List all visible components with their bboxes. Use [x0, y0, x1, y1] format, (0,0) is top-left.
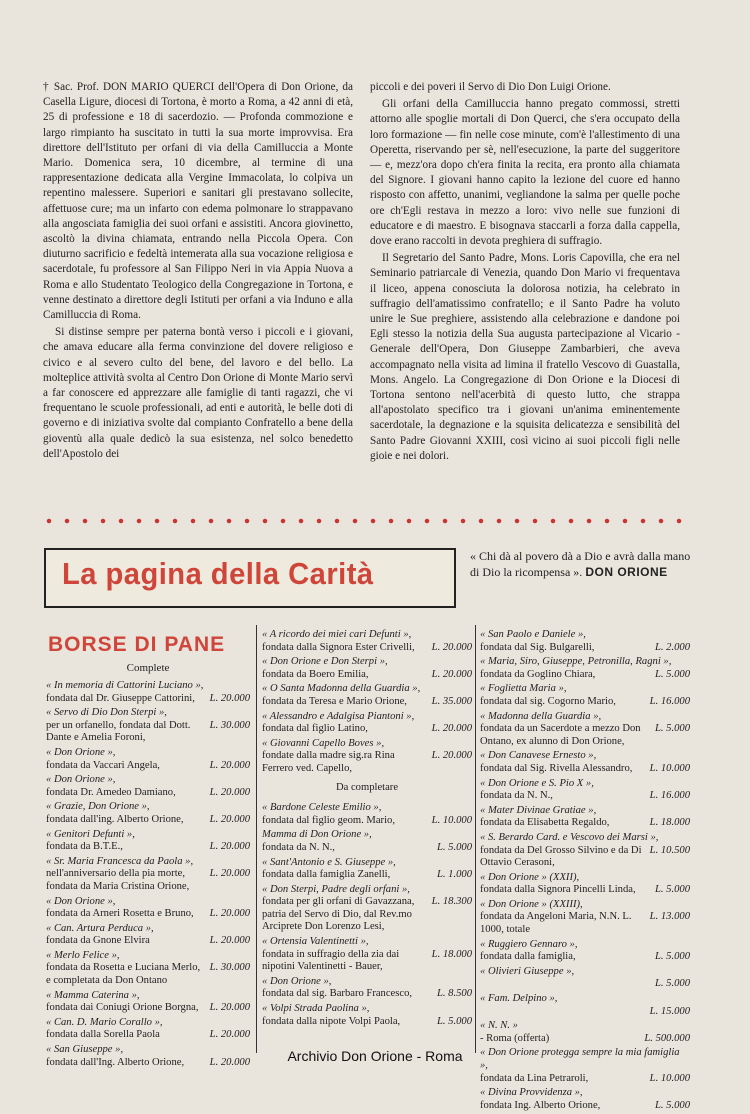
donation-entry: [480, 683, 690, 708]
entry-title: « Don Orione »,: [262, 975, 332, 987]
entry-amount: L. 16.000: [649, 790, 690, 802]
entry-title: « Madonna della Guardia »,: [480, 710, 602, 722]
entry-title: « Can. D. Mario Corallo »,: [46, 1016, 163, 1028]
entry-donor: [480, 1006, 646, 1019]
donation-entry: [480, 711, 690, 749]
entry-amount: L. 20.000: [431, 750, 472, 762]
entry-amount: L. 20.000: [209, 786, 250, 798]
entry-donor: fondata da N. N.,: [480, 790, 553, 802]
entry-donor: fondata Ing. Alberto Orione,: [480, 1099, 601, 1111]
entry-donor: fondata dalla famiglia,: [480, 951, 576, 963]
entry-donor: fondata per gli orfani di Gavazzana, patria del Servo di Dio, dal Rev.mo Arciprete Don Lorenzo Lesi,: [262, 896, 415, 933]
entry-amount: L. 500.000: [644, 1032, 690, 1044]
entry-donor: fondata da Angeloni Maria, N.N. L. 1000, totale: [480, 911, 632, 936]
entry-amount: L. 5.000: [654, 668, 690, 680]
entry-title: « Mater Divinae Gratiae »,: [480, 804, 597, 816]
entry-donor: fondata dalla Signora Ester Crivelli,: [262, 641, 415, 653]
column-rule: [256, 625, 257, 1053]
entry-amount: L. 30.000: [209, 719, 250, 731]
entry-donor: fondata dai Coniugi Orione Borgna,: [46, 1002, 199, 1014]
donation-entry: [46, 1017, 250, 1042]
donation-entry: [262, 656, 472, 681]
column-rule: [475, 625, 476, 1053]
entry-amount: L. 35.000: [431, 695, 472, 707]
donation-entry: [46, 923, 250, 948]
donation-entry: [480, 872, 690, 897]
donation-entry: [480, 1087, 690, 1112]
donation-entry: [480, 805, 690, 830]
donation-entry: [46, 829, 250, 854]
entry-title: « Don Canavese Ernesto »,: [480, 750, 597, 762]
donation-entry: [262, 802, 472, 827]
donation-entry: [262, 936, 472, 974]
entry-donor: [480, 978, 651, 991]
entry-donor: fondata dall'Ing. Alberto Orione,: [46, 1056, 185, 1068]
entry-title: « Sant'Antonio e S. Giuseppe »,: [262, 856, 396, 868]
donation-entry: [480, 966, 690, 991]
entry-donor: fondate dalla madre sig.ra Rina Ferrero ved. Capello,: [262, 750, 395, 774]
entry-title: « Bardone Celeste Emilio »,: [262, 802, 382, 814]
donation-entry: [480, 1020, 690, 1045]
donation-entry: [480, 629, 690, 654]
donation-entry: [262, 857, 472, 882]
donation-entry: [262, 884, 472, 934]
entry-donor: fondata da B.T.E.,: [46, 841, 123, 853]
entry-title: « Don Orione e S. Pio X »,: [480, 777, 594, 789]
donation-entry: [46, 990, 250, 1015]
entry-title: Mamma di Don Orione »,: [262, 829, 372, 841]
entry-amount: L. 20.000: [209, 935, 250, 947]
complete-label: Complete: [126, 662, 170, 674]
entry-donor: fondata dal Dr. Giuseppe Cattorini,: [46, 692, 195, 704]
donation-entry: [262, 683, 472, 708]
entry-donor: per un orfanello, fondata dal Dott. Dante e Amelia Foroni,: [46, 719, 191, 744]
entry-donor: fondata dal sig. Cogorno Mario,: [480, 695, 616, 707]
entry-title: « Don Orione »,: [46, 746, 116, 758]
entry-donor: fondata dal Sig. Rivella Alessandro,: [480, 762, 633, 774]
entry-title: « A ricordo dei miei cari Defunti »,: [262, 629, 412, 640]
entry-donor: fondata in suffragio della zia dai nipotini Valentinetti - Bauer,: [262, 948, 400, 973]
entry-title: « Don Orione e Don Sterpi »,: [262, 656, 388, 668]
entry-amount: L. 10.500: [649, 844, 690, 856]
donation-entry: [46, 896, 250, 921]
entry-title: « Don Orione protegga sempre la mia famiglia »,: [480, 1047, 680, 1071]
entry-amount: L. 20.000: [209, 1029, 250, 1041]
entry-title: « Fam. Delpino »,: [480, 993, 558, 1005]
donation-entry: [46, 774, 250, 799]
entry-amount: L. 1.000: [436, 869, 472, 881]
entry-amount: L. 20.000: [209, 1002, 250, 1014]
charity-banner: [44, 548, 456, 608]
entry-amount: L. 20.000: [209, 868, 250, 880]
entry-amount: L. 5.000: [654, 978, 690, 990]
donation-entry: [480, 656, 690, 681]
entry-amount: L. 18.300: [431, 896, 472, 908]
entry-donor: fondata dalla nipote Volpi Paola,: [262, 1015, 401, 1027]
entry-title: « Don Orione » (XXII),: [480, 871, 580, 883]
entry-amount: L. 5.000: [654, 884, 690, 896]
entry-amount: L. 20.000: [209, 908, 250, 920]
entry-amount: L. 20.000: [431, 723, 472, 735]
entry-amount: L. 18.000: [649, 817, 690, 829]
entry-title: « San Paolo e Daniele »,: [480, 629, 586, 640]
entry-title: « Alessandro e Adalgisa Piantoni »,: [262, 710, 415, 722]
entry-donor: fondata da Rosetta e Luciana Merlo, e completata da Don Ontano: [46, 962, 201, 987]
entry-amount: L. 20.000: [209, 841, 250, 853]
archive-footer: Archivio Don Orione - Roma: [287, 1048, 463, 1064]
entry-donor: fondata dall'ing. Alberto Orione,: [46, 813, 184, 825]
donation-entry: [46, 680, 250, 705]
donation-entry: [480, 750, 690, 775]
entry-donor: nell'anniversario della pia morte, fondata da Maria Cristina Orione,: [46, 868, 190, 892]
entry-amount: L. 8.500: [436, 988, 472, 1000]
donation-entry: [262, 738, 472, 776]
entry-amount: L. 16.000: [649, 695, 690, 707]
entry-donor: fondata da Boero Emilia,: [262, 668, 369, 680]
article-paragraph: † Sac. Prof. DON MARIO QUERCI dell'Opera di Don Orione, da Casella Ligure, diocesi di Tortona, è morto a Roma, a 42 anni di età, 25 di professione e 18 di sacerdozio. — Profonda commozione e largo rimpianto ha suscitato in tutti la sua morte improvvisa. Era direttore dell'Istituto per orfani di via della Camilluccia a Monte Mario. Domenica sera, 10 dicembre, al termine di una rappresentazione dedicata alla Vergine Immacolata, lo colpiva un repentino malessere. Superiori e sanitari gli prestavano sollecite, affettuose cure; ma un infarto con edema polmonare lo strappavano alla angosciata famiglia dei suoi orfani e assistiti. Ancora giovinetto, ascoltò la divina chiamata, entrando nella Piccola Opera. Con diuturno sacrificio e fedeltà intemerata alla sua vocazione religiosa e sacerdotale, fu professore al San Filippo Neri in via Appia Nuova a Roma e allo Studentato Teologico della Congregazione in Tortona, e venne destinato a direttore degli Istituti per orfani a via Induno e alla Camilluccia di Roma.: [43, 81, 353, 322]
entry-donor: fondata dal sig. Barbaro Francesco,: [262, 988, 413, 1000]
donation-entry: [46, 747, 250, 772]
entry-amount: L. 18.000: [431, 948, 472, 960]
article-paragraph: piccoli e dei poveri il Servo di Dio Don Luigi Orione.: [370, 81, 611, 93]
donation-entry: [480, 993, 690, 1018]
entry-donor: fondata da Gnone Elvira: [46, 935, 150, 947]
entry-amount: L. 10.000: [649, 1072, 690, 1084]
article-paragraph: Il Segretario del Santo Padre, Mons. Loris Capovilla, che era nel Seminario patriarcale di Venezia, quando Don Mario vi frequentava il liceo, appena conosciuta la dolorosa notizia, ha celebrato in suffragio dell'amatissimo confratello; e il Santo Padre ha voluto unire le Sue preghiere, assistendo alla celebrazione e dandone poi Egli stesso la notizia della Sua augusta partecipazione al Vicario - Generale dell'Opera, Don Giuseppe Zambarbieri, che aveva accompagnato nella visita ad limina il fratello Vescovo di Guastalla, Mons. Angelo. La Congregazione di Don Orione e la Diocesi di Tortona sentono nell'acerbità di questo lutto, che strappa all'apostolato specifico tra i giovani un'anima eminentemente sacerdotale, la degnazione e la squisita delicatezza e sensibilità del Santo Padre Giovanni XXIII, così vicino ai suoi piccoli figli nelle gioie e nei dolori.: [370, 252, 680, 462]
quote-author: DON ORIONE: [585, 565, 668, 579]
donation-entry: [46, 856, 250, 894]
entry-amount: L. 5.000: [654, 723, 690, 735]
entry-title: « Ruggiero Gennaro »,: [480, 938, 578, 950]
entry-title: « Don Sterpi, Padre degli orfani »,: [262, 883, 410, 895]
entry-title: « Foglietta Maria »,: [480, 683, 567, 695]
banner-title: La pagina della Carità: [62, 556, 374, 591]
entry-amount: L. 30.000: [209, 962, 250, 974]
entry-amount: L. 5.000: [654, 1099, 690, 1111]
entry-amount: L. 10.000: [649, 762, 690, 774]
entry-title: « Maria, Siro, Giuseppe, Petronilla, Ragni »,: [480, 656, 672, 668]
entry-amount: L. 20.000: [431, 641, 472, 653]
entry-title: « San Giuseppe »,: [46, 1044, 124, 1056]
entry-donor: fondata da Goglino Chiara,: [480, 668, 596, 680]
entry-donor: fondata dal figlio geom. Mario,: [262, 814, 395, 826]
donation-entry: [262, 1003, 472, 1028]
entry-donor: fondata da Vaccari Angela,: [46, 759, 160, 771]
entry-amount: L. 13.000: [649, 911, 690, 923]
entry-amount: L. 5.000: [436, 841, 472, 853]
donation-entry: [480, 939, 690, 964]
entry-donor: fondata da N. N.,: [262, 841, 335, 853]
quote-text: « Chi dà al povero dà a Dio e avrà dalla mano di Dio la ricompensa ».: [470, 549, 691, 579]
entry-amount: L. 20.000: [209, 813, 250, 825]
entry-title: « Olivieri Giuseppe »,: [480, 965, 575, 977]
entry-title: « Can. Artura Perduca »,: [46, 922, 154, 934]
entry-donor: fondata da Del Grosso Silvino e da Di Ottavio Cerasoni,: [480, 844, 642, 869]
entry-title: « Ortensia Valentinetti »,: [262, 936, 369, 948]
entry-title: « Volpi Strada Paolina »,: [262, 1003, 370, 1015]
entry-title: « In memoria di Cattorini Luciano »,: [46, 680, 204, 691]
entry-donor: fondata Dr. Amedeo Damiano,: [46, 786, 176, 798]
donation-entry: [480, 832, 690, 870]
entry-donor: fondata da Lina Petraroli,: [480, 1072, 589, 1084]
entry-amount: L. 20.000: [209, 1056, 250, 1068]
decorative-divider: [40, 514, 690, 528]
donation-list-right: [480, 629, 690, 1114]
entry-title: « N. N. »: [480, 1020, 518, 1032]
entry-amount: L. 20.000: [431, 668, 472, 680]
entry-donor: fondata dal figlio Latino,: [262, 723, 368, 735]
article-right-column: [370, 80, 680, 466]
entry-amount: L. 10.000: [431, 814, 472, 826]
entry-donor: fondata dal Sig. Bulgarelli,: [480, 641, 595, 653]
entry-title: « Don Orione » (XXIII),: [480, 898, 583, 910]
section-label: Da completare: [335, 781, 399, 793]
article-left-column: [43, 80, 353, 464]
entry-amount: L. 5.000: [436, 1015, 472, 1027]
donation-entry: [46, 950, 250, 988]
entry-title: « Mamma Caterina »,: [46, 989, 140, 1001]
entry-donor: fondata da un Sacerdote a mezzo Don Ontano, ex alunno di Don Orione,: [480, 723, 641, 747]
donation-entry: [46, 707, 250, 745]
entry-donor: fondata da Elisabetta Regaldo,: [480, 817, 610, 829]
entry-amount: L. 5.000: [654, 951, 690, 963]
entry-donor: - Roma (offerta): [480, 1032, 550, 1044]
entry-title: « Giovanni Capello Boves »,: [262, 737, 385, 749]
borse-title: BORSE DI PANE: [48, 633, 226, 656]
article-paragraph: Si distinse sempre per paterna bontà verso i piccoli e i giovani, che amava educare alla ferma convinzione del dovere religioso e civico e al severo culto del bene, del lavoro e del bello. La molteplice attività svolta al Centro Don Orione di Monte Mario servì a far conoscere ed apprezzare alle famiglie di tanti ragazzi, che vi frequentano le scuole professionali, ad enti e autorità, le belle doti di governo e di iniziativa svolte dal compianto Confratello a bene della gioventù alla quale dedicò la sua esistenza, nel solco benedetto dell'Apostolo dei: [43, 326, 353, 460]
entry-title: « Merlo Felice »,: [46, 949, 120, 961]
entry-title: « Servo di Dio Don Sterpi »,: [46, 707, 167, 719]
entry-title: « Don Orione »,: [46, 895, 116, 907]
donation-entry: [262, 711, 472, 736]
donation-list-left: [46, 680, 250, 1071]
entry-title: « Grazie, Don Orione »,: [46, 801, 150, 813]
donation-list-middle: [262, 629, 472, 1030]
entry-title: « S. Berardo Card. e Vescovo dei Marsi »,: [480, 831, 659, 843]
donation-entry: [480, 778, 690, 803]
donation-entry: [46, 801, 250, 826]
entry-donor: fondata da Arneri Rosetta e Bruno,: [46, 908, 194, 920]
entry-title: « Don Orione »,: [46, 774, 116, 786]
entry-title: « Sr. Maria Francesca da Paola »,: [46, 855, 194, 867]
quote-block: [470, 548, 700, 580]
entry-donor: fondata dalla famiglia Zanelli,: [262, 869, 391, 881]
donation-entry: [262, 629, 472, 654]
entry-amount: L. 20.000: [209, 759, 250, 771]
entry-amount: L. 20.000: [209, 692, 250, 704]
article-paragraph: Gli orfani della Camilluccia hanno pregato commossi, stretti attorno alle spoglie mortali di Don Querci, che s'era occupato della loro formazione — fin nelle cose minute, com'è l'allestimento di una Operetta, riservando per sè, nell'esecuzione, la parte del suggeritore — e, mezz'ora dopo ch'era finita la recita, era pronto alla chiamata del Signore. I giovani hanno capito la lezione del cuore ed hanno risposto con affetto, unanimi, vegliandone la salma per quelle poche ore ch'Egli restava in mezzo a loro: vivo nelle sue funzioni di educatore e di maestro. E bisognava staccarli a forza dalla cappella, dove erano raccolti in devota preghiera di suffragio.: [370, 98, 680, 248]
donation-entry: [480, 899, 690, 937]
entry-donor: fondata da Teresa e Mario Orione,: [262, 695, 407, 707]
entry-title: « Divina Provvidenza »,: [480, 1087, 583, 1099]
entry-donor: fondata dalla Signora Pincelli Linda,: [480, 884, 636, 896]
donation-entry: [262, 829, 472, 854]
entry-donor: fondata dalla Sorella Paola: [46, 1029, 160, 1041]
donation-entry: [262, 976, 472, 1001]
entry-amount: L. 15.000: [649, 1005, 690, 1017]
entry-title: « O Santa Madonna della Guardia »,: [262, 683, 421, 695]
entry-amount: L. 2.000: [654, 641, 690, 653]
entry-title: « Genitori Defunti »,: [46, 828, 135, 840]
